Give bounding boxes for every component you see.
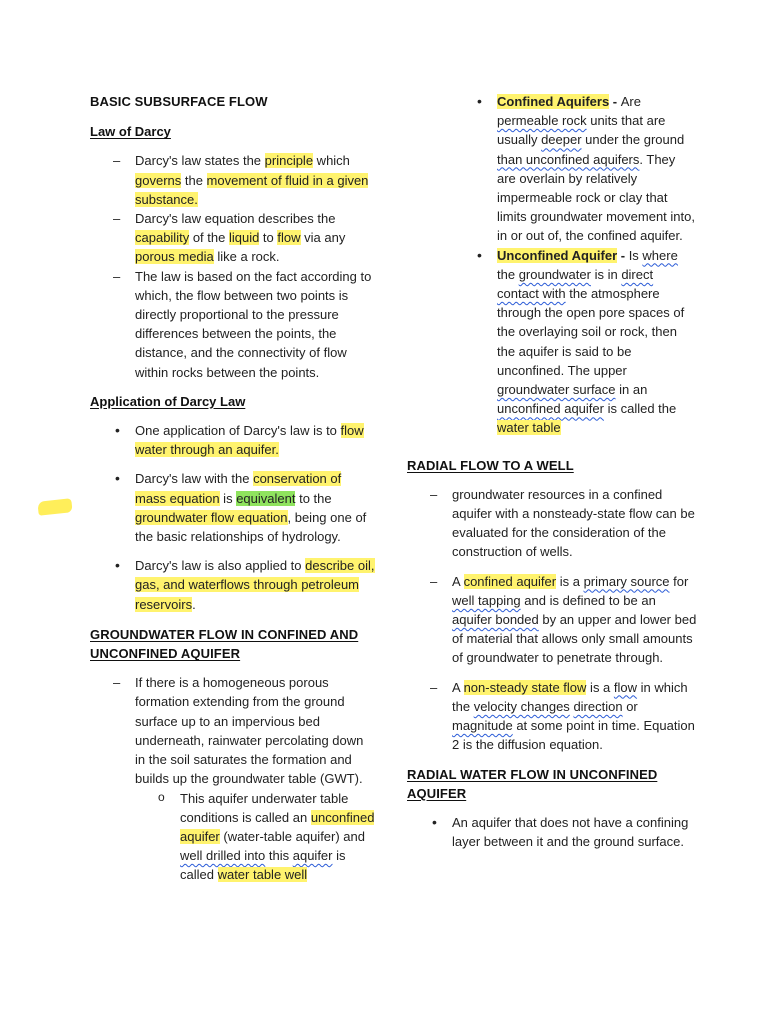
- text-run: Is: [628, 247, 643, 263]
- heading-application: Application of Darcy Law: [90, 393, 246, 409]
- highlighted-text: liquid: [228, 230, 260, 246]
- underlined-text: than unconfined aquifers: [497, 151, 640, 167]
- underlined-text: aquifer: [292, 848, 333, 864]
- left-column: [90, 92, 375, 885]
- text-run: is: [219, 490, 237, 506]
- highlighted-text: describe oil, gas, and waterflows through petroleum reservoirs: [135, 558, 375, 612]
- text-run: -: [617, 247, 629, 263]
- text-run: Darcy's law with the: [135, 471, 254, 487]
- highlighted-text: conservation of mass equation: [135, 471, 342, 506]
- underlined-text: well drilled into: [180, 848, 266, 864]
- highlighted-text: confined aquifer: [463, 573, 557, 589]
- groundwater-sublist: [90, 789, 375, 885]
- text-run: in which the: [452, 679, 688, 714]
- highlighted-text: porous media: [135, 249, 214, 265]
- list-item: [90, 556, 375, 614]
- text-run: the: [181, 172, 207, 188]
- highlighted-text: water table well: [217, 867, 308, 883]
- text-run: -: [609, 94, 621, 109]
- text-run: . They are overlain by relatively impermeable rock or clay that limits groundwater movement into, in or out of, the confined aquifer.: [497, 151, 695, 244]
- underlined-text: where: [642, 247, 678, 263]
- highlighted-text: equivalent: [236, 490, 296, 506]
- list-item: [90, 267, 375, 382]
- list-item: [407, 572, 697, 668]
- text-run: A: [452, 679, 464, 695]
- text-run: Are: [620, 94, 641, 109]
- underlined-text: aquifer bonded: [452, 612, 539, 628]
- document-title: BASIC SUBSURFACE FLOW: [90, 94, 268, 109]
- list-item: [135, 789, 375, 885]
- highlighted-text: unconfined aquifer: [180, 809, 375, 844]
- highlighter-mark: [37, 498, 72, 515]
- underlined-text: magnitude: [452, 718, 513, 734]
- text-run: The law is based on the fact according to which, the flow between two points is directly proportional to the pressure differences between the points, the distance, and the connectivity of flow within rocks between the points.: [135, 268, 372, 380]
- radial-unconfined-list: [407, 813, 697, 851]
- highlighted-text: movement of fluid in a given substance.: [135, 172, 369, 207]
- underlined-text: groundwater surface: [497, 382, 616, 398]
- text-run: or: [622, 698, 638, 714]
- text-run: in an: [615, 382, 648, 398]
- text-run: like a rock.: [213, 249, 280, 265]
- application-list: [90, 421, 375, 614]
- underlined-text: deeper: [541, 132, 582, 148]
- text-run: under the ground: [581, 132, 685, 148]
- list-item: [407, 678, 697, 755]
- list-item: [90, 151, 375, 209]
- heading-law-of-darcy: Law of Darcy: [90, 124, 171, 140]
- darcy-list: [90, 151, 375, 381]
- highlighted-text: water table: [497, 420, 561, 436]
- text-run: by an upper and lower bed of material that allows only small amounts of groundwater to penetrate through.: [452, 612, 697, 666]
- underlined-text: direction: [573, 698, 623, 714]
- list-item: [90, 469, 375, 546]
- highlighted-text: flow: [277, 230, 301, 246]
- list-item: [90, 673, 375, 788]
- text-run: One application of Darcy's law is to: [135, 423, 341, 439]
- text-run: , being one of the basic relationships of hydrology.: [135, 509, 367, 545]
- text-run: (water-table aquifer) and: [219, 828, 365, 844]
- text-run: the: [497, 266, 519, 282]
- right-column: [407, 92, 697, 851]
- text-run: which: [313, 153, 350, 169]
- list-item: [407, 485, 697, 562]
- text-run: to the: [295, 490, 332, 506]
- heading-radial-unconfined: RADIAL WATER FLOW IN UNCONFINED AQUIFER: [407, 766, 658, 801]
- highlighted-text: principle: [264, 153, 314, 169]
- text-run: is a: [556, 573, 584, 589]
- aquifer-types-list: [452, 92, 697, 438]
- text-run: Darcy's law equation describes the: [135, 211, 336, 227]
- highlighted-text: Unconfined Aquifer: [497, 247, 618, 263]
- highlighted-text: capability: [135, 230, 190, 246]
- list-item: [452, 92, 697, 246]
- list-item: [407, 813, 697, 851]
- list-item: [90, 209, 375, 267]
- heading-radial-flow: RADIAL FLOW TO A WELL: [407, 457, 574, 473]
- underlined-text: permeable rock: [497, 113, 587, 129]
- radial-list: [407, 485, 697, 755]
- highlighted-text: governs: [135, 172, 182, 188]
- highlighted-text: groundwater flow equation: [135, 509, 288, 525]
- underlined-text: groundwater: [518, 266, 591, 282]
- highlighted-text: flow water through an aquifer.: [135, 423, 364, 458]
- text-run: is called the: [603, 401, 677, 417]
- text-run: this: [265, 848, 293, 864]
- text-run: Darcy's law states the: [135, 153, 265, 169]
- text-run: An aquifer that does not have a confining layer between it and the ground surface.: [452, 814, 689, 850]
- text-run: and is defined to be an: [520, 592, 656, 608]
- underlined-text: well tapping: [452, 592, 521, 608]
- list-item: [452, 246, 697, 438]
- underlined-text: velocity changes: [473, 698, 570, 714]
- highlighted-text: non-steady state flow: [463, 679, 587, 695]
- text-run: is a: [586, 679, 614, 695]
- text-run: .: [192, 596, 196, 612]
- text-run: units that are usually: [497, 113, 666, 148]
- text-run: If there is a homogeneous porous formation extending from the ground surface up to an impervious bed underneath, rainwater percolating down in the soil saturates the formation and builds up the groundwater table (GWT).: [135, 675, 364, 787]
- underlined-text: unconfined aquifer: [497, 401, 604, 417]
- list-item: [90, 421, 375, 459]
- text-run: for: [669, 573, 689, 589]
- text-run: at some point in time. Equation 2 is the diffusion equation.: [452, 718, 695, 753]
- text-run: of the: [189, 230, 229, 246]
- text-run: A: [452, 573, 464, 589]
- groundwater-list: [90, 673, 375, 788]
- text-run: groundwater resources in a confined aquifer with a nonsteady-state flow can be evaluated for the consideration of the construction of wells.: [452, 486, 695, 560]
- text-run: is in: [590, 266, 622, 282]
- text-run: This aquifer underwater table conditions is called an: [180, 790, 349, 825]
- text-run: is called: [180, 848, 346, 883]
- text-run: Darcy's law is also applied to: [135, 558, 306, 574]
- text-run: to: [259, 230, 278, 246]
- underlined-text: primary source: [583, 573, 670, 589]
- underlined-text: flow: [613, 679, 638, 695]
- text-run: the atmosphere through the open pore spaces of the overlaying soil or rock, then the aquifer is said to be unconfined. The upper: [497, 286, 685, 378]
- text-run: via any: [300, 230, 346, 246]
- heading-groundwater-flow: GROUNDWATER FLOW IN CONFINED AND UNCONFINED AQUIFER: [90, 626, 359, 662]
- underlined-text: direct contact with: [497, 266, 654, 302]
- highlighted-text: Confined Aquifers: [497, 94, 610, 109]
